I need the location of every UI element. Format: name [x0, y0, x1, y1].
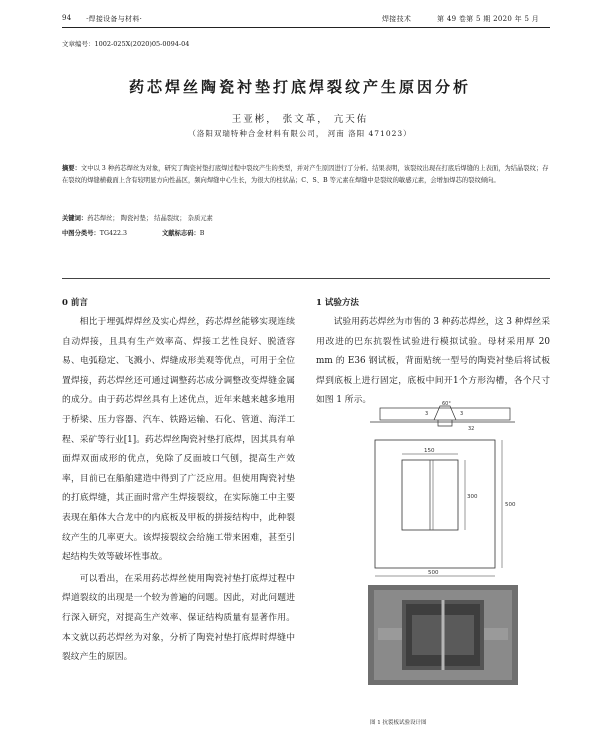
- abstract-label: 摘要：: [62, 165, 81, 172]
- dim-top-d: 32: [468, 426, 475, 432]
- doc-code: [162, 228, 204, 237]
- volume-issue: 第 49 卷第 5 期 2020 年 5 月: [437, 15, 540, 23]
- journal-name: 焊接技术: [382, 15, 412, 23]
- article-number: 文章编号：1002-025X(2020)05-0094-04: [62, 40, 190, 48]
- plate-section: [380, 408, 510, 420]
- figure-1-drawing: [330, 400, 550, 700]
- base-plate: [375, 440, 495, 568]
- figure-1: [330, 400, 550, 726]
- clc-number: [62, 228, 127, 237]
- dim-top-a: 60°: [442, 401, 451, 407]
- dim-150: 150: [424, 448, 435, 454]
- keywords: [62, 213, 213, 222]
- specimen-photo: [368, 585, 518, 685]
- figure-caption: 图 1 抗裂板试验设计图: [370, 720, 427, 726]
- paper-title: 药芯焊丝陶瓷衬垫打底焊裂纹产生原因分析: [128, 78, 471, 96]
- affiliation: （洛阳双瑞特种合金材料有限公司， 河南 洛阳 471023）: [188, 129, 412, 138]
- doc-value: B: [199, 230, 205, 237]
- dim-top-b: 3: [425, 411, 429, 417]
- photo-tab-right: [484, 628, 508, 640]
- abstract: [62, 163, 550, 187]
- abstract-text: 文中以 3 种药芯焊丝为对象，研究了陶瓷衬垫打底焊过程中裂纹产生的类型，并对产生原因进行了分析。结果表明，该裂纹出现在打底后焊缝的上表面，为结晶裂纹；存在裂纹的焊缝横截面上含有较明显方向性晶区，频向焊缝中心生长，为很大的柱状晶；C、S、B 等元素在焊缝中是裂纹的敏感元素，会增加焊芯的裂纹倾向。: [62, 165, 549, 184]
- authors: 王亚彬， 张文革， 亢天佑: [231, 114, 369, 125]
- keywords-label: 关键词：: [62, 215, 88, 222]
- left-column: [62, 313, 295, 668]
- doc-label: 文献标志码：: [162, 230, 200, 237]
- section-rule: [62, 278, 550, 279]
- clc-value: TG422.3: [99, 230, 128, 237]
- page-number: 94: [62, 14, 72, 22]
- section1-para1: 试验用药芯焊丝为市售的 3 种药芯焊丝，这 3 种焊丝采用改进的巴东抗裂性试验进行模拟试验。母材采用厚 20 mm 的 E36 钢试板，背面贴统一型号的陶瓷衬垫后将试板焊到底板上进行固定，底板中间开1个方形沟槽，各个尺寸如图 1 所示。: [316, 317, 550, 406]
- dim-top-c: 3: [460, 411, 464, 417]
- section0-heading: 0 前言: [62, 298, 88, 308]
- right-column: [316, 313, 550, 411]
- section0-para2: 可以看出，在采用药芯焊丝使用陶瓷衬垫打底焊过程中焊道裂纹的出现是一个较为普遍的问题。因此，对此问题进行深入研究，对提高生产效率、保证结构质量有显著作用。本文就以药芯焊丝为对象，分析了陶瓷衬垫打底焊时焊缝中裂纹产生的原因。: [62, 573, 295, 663]
- section-view: [370, 406, 515, 426]
- dim-500-right: 500: [505, 502, 516, 508]
- photo-tab-left: [378, 628, 402, 640]
- dim-300: 300: [467, 494, 478, 500]
- keywords-text: 药芯焊丝； 陶瓷衬垫； 结晶裂纹； 杂质元素: [87, 215, 213, 222]
- journal-section: ·焊接设备与材料·: [86, 15, 143, 23]
- clc-label: 中图分类号：: [62, 230, 100, 237]
- section1-heading: 1 试验方法: [316, 298, 359, 308]
- dim-500-bottom: 500: [428, 570, 439, 576]
- backing-outline: [438, 420, 452, 426]
- section0-para1: 相比于埋弧焊焊丝及实心焊丝，药芯焊丝能够实现连续自动焊接，且具有生产效率高、焊接工艺性良好、脱渣容易、电弧稳定、飞溅小、焊缝成形美观等优点，可用于全位置焊接，药芯焊丝还可通过调整药芯成分调整改变焊缝金属的成分。由于药芯焊丝具有上述优点，近年来越来越多地用于桥梁、压力容器、汽车、铁路运输、石化、管道、海洋工程、采矿等行业[1]。药芯焊丝陶瓷衬垫打底焊，因其具有单面焊双面成形的优点，免除了反面坡口气刨，提高生产效率，目前已在船舶建造中得到了广泛应用。但使用陶瓷衬垫的打底焊缝，其正面时常产生焊接裂纹，在实际施工中主要表现在船体大合龙中的内底板及甲板的拼接结构中，此种裂纹产生的几率更大。该焊接裂纹会给施工带来困难，甚至引起结构失效等破坏性事故。: [62, 317, 295, 563]
- header-rule: [62, 27, 550, 28]
